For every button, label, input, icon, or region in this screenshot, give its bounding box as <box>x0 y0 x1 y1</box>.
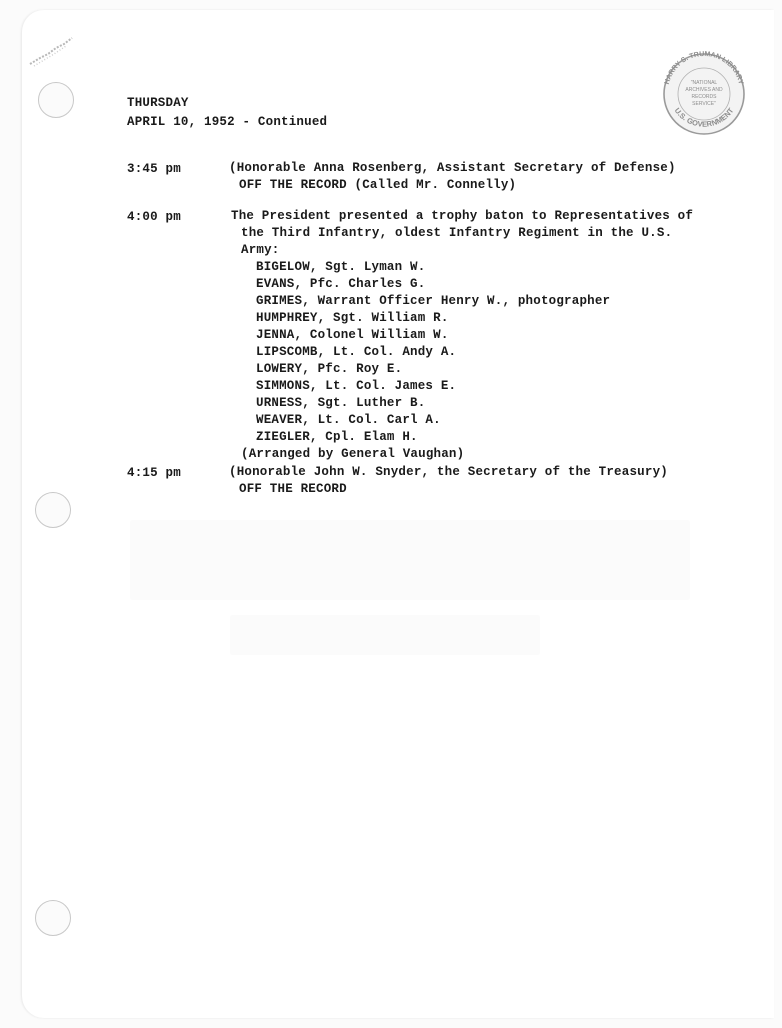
entry-line: (Honorable Anna Rosenberg, Assistant Secretary of Defense) <box>229 161 676 175</box>
entry-line: The President presented a trophy baton to Representatives of <box>231 209 694 223</box>
entry-time: 4:00 pm <box>127 210 181 224</box>
entry-text <box>229 160 729 194</box>
entry-line: OFF THE RECORD (Called Mr. Connelly) <box>239 178 517 192</box>
attendee-name: GRIMES, Warrant Officer Henry W., photographer <box>256 294 611 308</box>
bleed-through-shadow <box>130 520 690 600</box>
entry-time: 3:45 pm <box>127 162 181 176</box>
entry-line: OFF THE RECORD <box>239 482 347 496</box>
attendee-name: ZIEGLER, Cpl. Elam H. <box>256 430 418 444</box>
bleed-through-shadow <box>230 615 540 655</box>
archive-stamp-seal-icon <box>654 46 754 136</box>
entry-line: the Third Infantry, oldest Infantry Regiment in the U.S. <box>241 226 673 240</box>
pencil-scribble-icon <box>26 34 80 70</box>
svg-text:U.S. GOVERNMENT: U.S. GOVERNMENT <box>672 106 736 129</box>
date-label: APRIL 10, 1952 - Continued <box>127 115 328 129</box>
svg-text:SERVICE": SERVICE" <box>692 101 716 107</box>
entry-line: (Honorable John W. Snyder, the Secretary of the Treasury) <box>229 465 668 479</box>
entry-text <box>229 464 729 498</box>
date-heading <box>127 94 327 132</box>
attendee-name: URNESS, Sgt. Luther B. <box>256 396 426 410</box>
attendee-name: WEAVER, Lt. Col. Carl A. <box>256 413 441 427</box>
entry-note: (Arranged by General Vaughan) <box>241 447 465 461</box>
attendee-name: LOWERY, Pfc. Roy E. <box>256 362 403 376</box>
svg-text:RECORDS: RECORDS <box>691 94 717 100</box>
day-label: THURSDAY <box>127 96 189 110</box>
attendee-name: LIPSCOMB, Lt. Col. Andy A. <box>256 345 457 359</box>
punch-hole-middle <box>35 492 71 528</box>
attendee-name: SIMMONS, Lt. Col. James E. <box>256 379 457 393</box>
entry-text <box>231 208 731 463</box>
punch-hole-top <box>38 82 74 118</box>
entry-line: Army: <box>241 243 280 257</box>
attendee-name: JENNA, Colonel William W. <box>256 328 449 342</box>
svg-text:"NATIONAL: "NATIONAL <box>690 80 718 86</box>
punch-hole-bottom <box>35 900 71 936</box>
attendee-name: EVANS, Pfc. Charles G. <box>256 277 426 291</box>
entry-time: 4:15 pm <box>127 466 181 480</box>
svg-text:HARRY S. TRUMAN LIBRARY: HARRY S. TRUMAN LIBRARY <box>663 50 745 86</box>
attendee-name: HUMPHREY, Sgt. William R. <box>256 311 449 325</box>
attendee-name: BIGELOW, Sgt. Lyman W. <box>256 260 426 274</box>
svg-text:ARCHIVES AND: ARCHIVES AND <box>685 87 723 93</box>
